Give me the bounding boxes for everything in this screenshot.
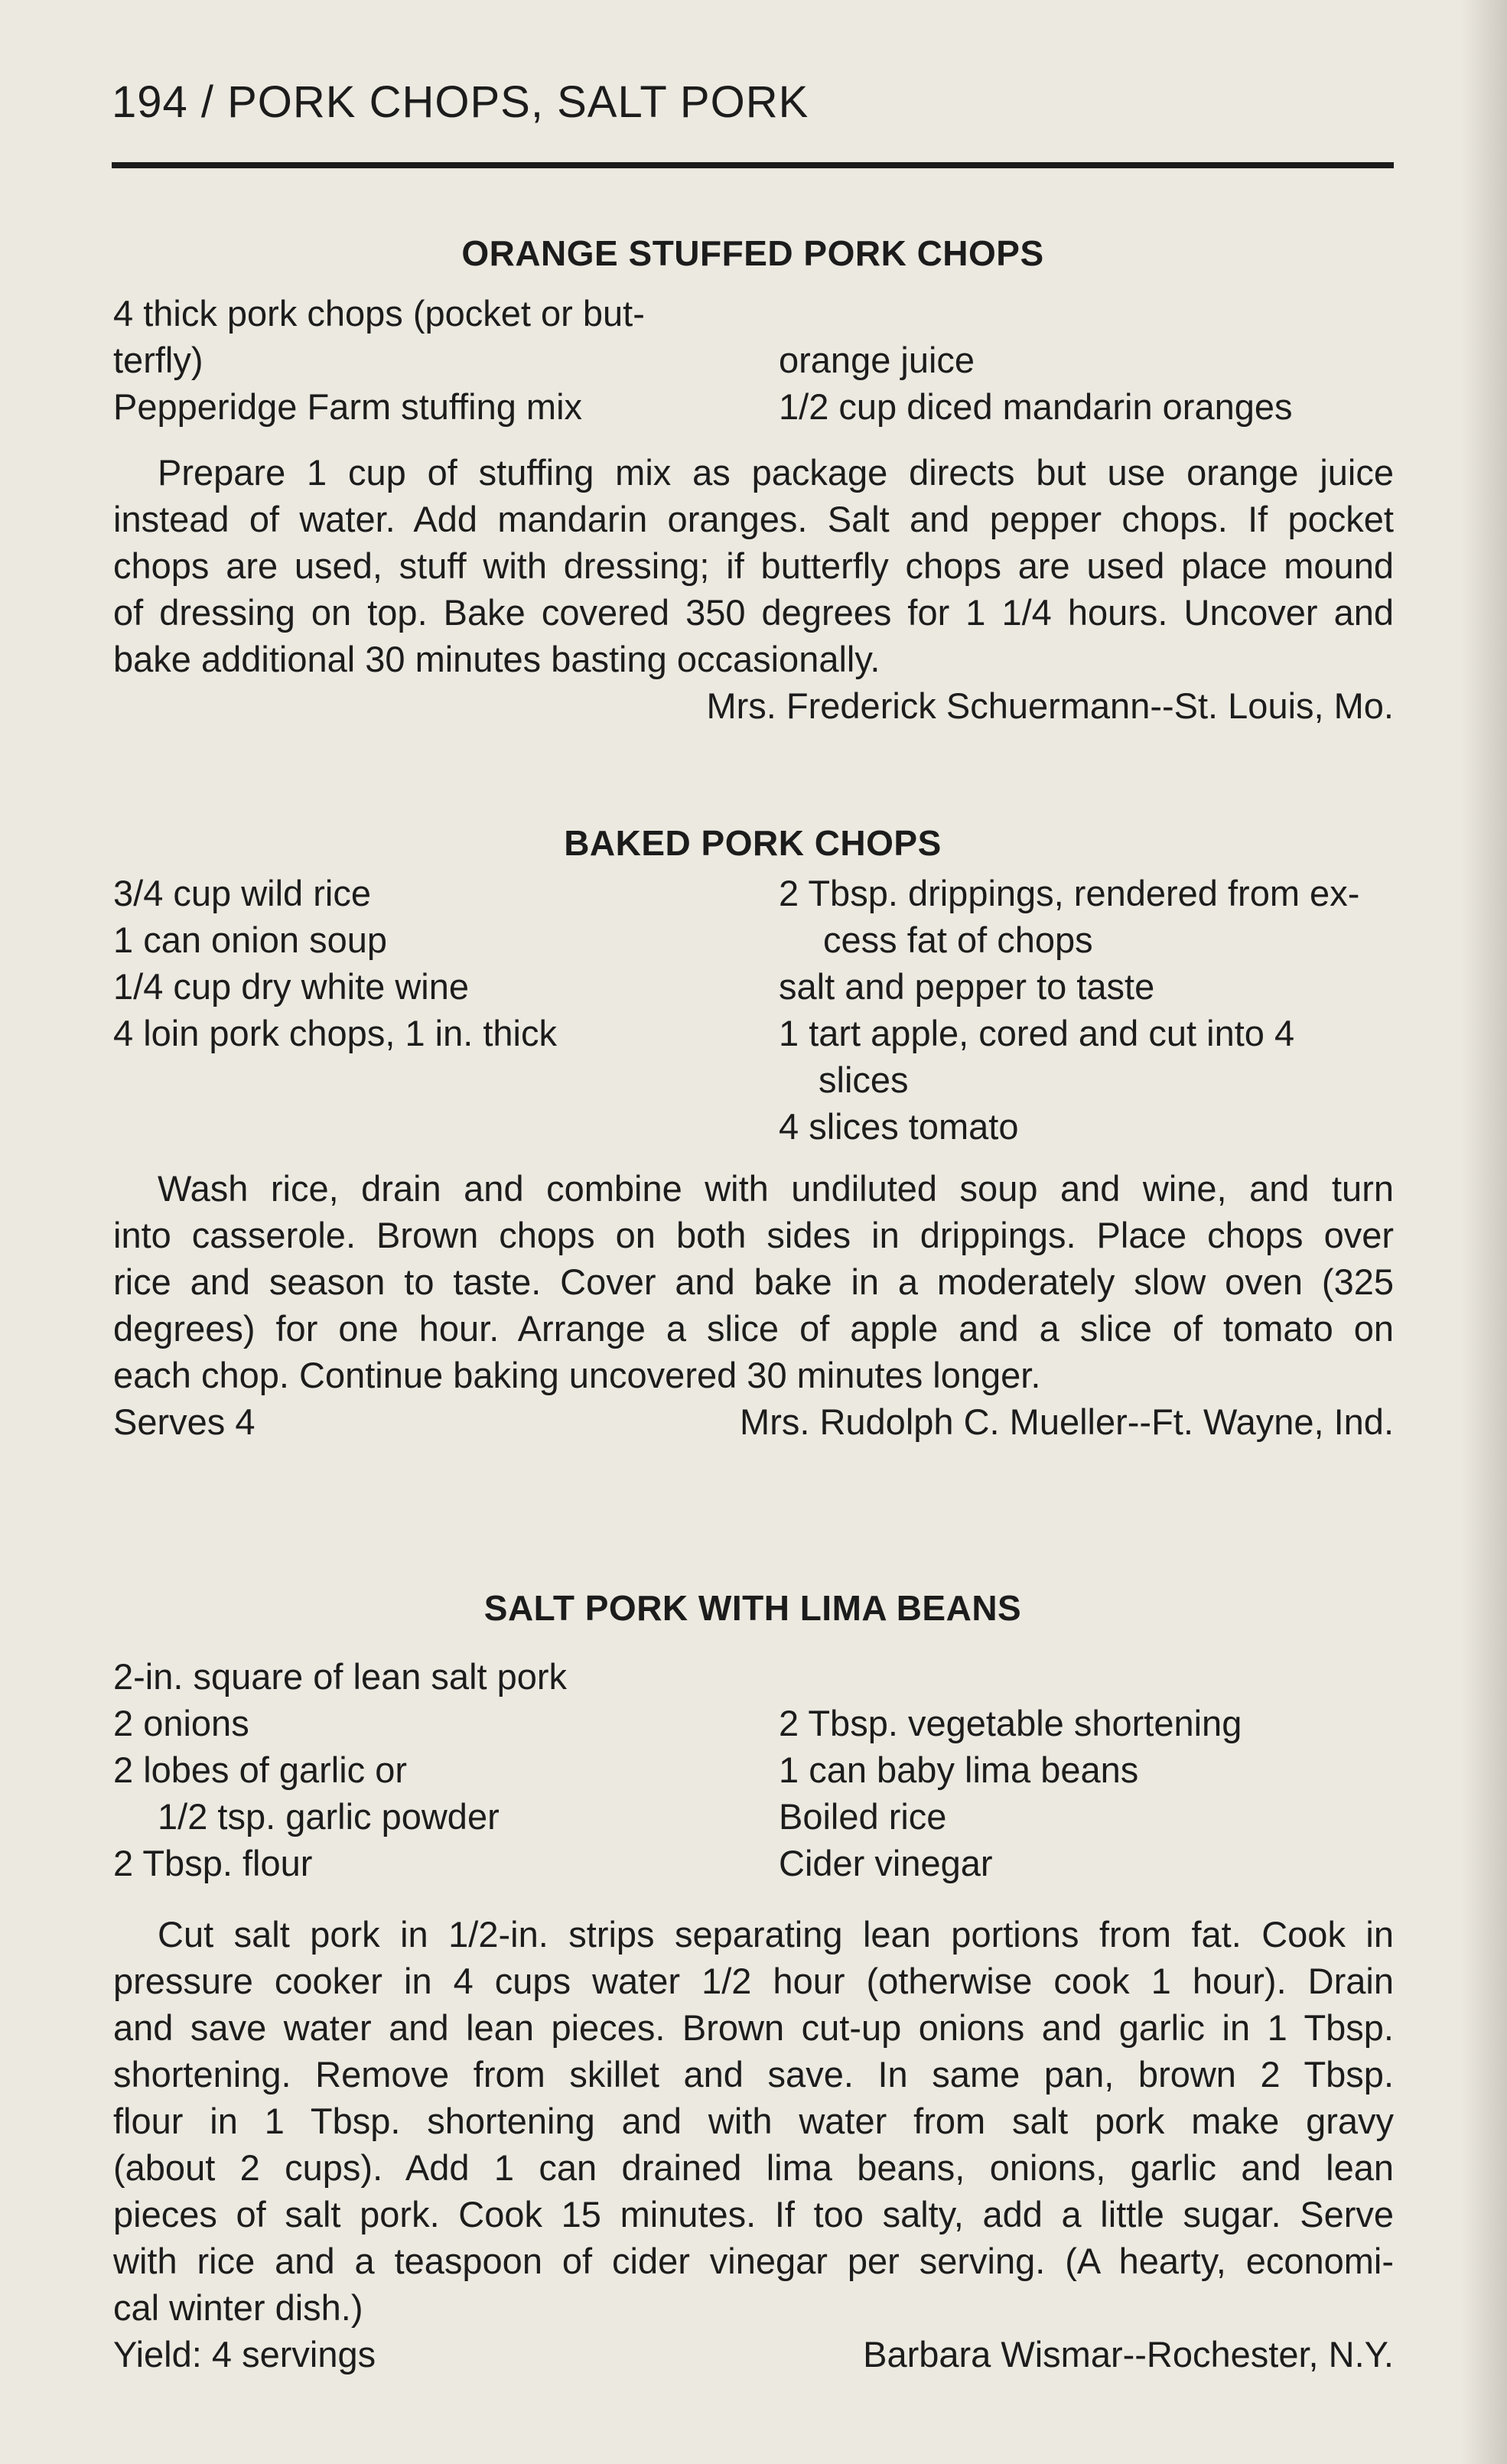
- ingredient-left: 4 loin pork chops, 1 in. thick: [113, 1013, 557, 1053]
- instruction-line: cal winter dish.): [113, 2287, 363, 2328]
- page-header: 194 / PORK CHOPS, SALT PORK: [112, 77, 809, 127]
- recipe-title-salt-pork-with-lima-beans: SALT PORK WITH LIMA BEANS: [483, 1588, 1022, 1628]
- recipe-credit: Barbara Wismar--Rochester, N.Y.: [863, 2334, 1394, 2374]
- ingredient-left: Pepperidge Farm stuffing mix: [113, 386, 583, 427]
- ingredient-right: 1 tart apple, cored and cut into 4: [779, 1013, 1295, 1053]
- recipe-title-baked-pork-chops: BAKED PORK CHOPS: [564, 823, 942, 863]
- ingredient-left: 3/4 cup wild rice: [113, 873, 371, 913]
- page-edge-shadow: [1461, 0, 1507, 2464]
- ingredient-right: salt and pepper to taste: [779, 966, 1155, 1007]
- instructions-baked-pork-chops: [113, 1165, 1394, 1398]
- instruction-line: instead of water. Add mandarin oranges. Salt and pepper chops. If pocket: [113, 499, 1394, 539]
- instruction-line: Prepare 1 cup of stuffing mix as package directs but use orange juice: [158, 452, 1394, 493]
- ingredient-left: 1/4 cup dry white wine: [113, 966, 470, 1007]
- instruction-line: shortening. Remove from skillet and save. In same pan, brown 2 Tbsp.: [113, 2054, 1394, 2095]
- ingredient-right: 4 slices tomato: [779, 1106, 1019, 1147]
- instruction-line: flour in 1 Tbsp. shortening and with water from salt pork make gravy: [113, 2101, 1394, 2141]
- ingredient-right: Boiled rice: [779, 1796, 947, 1837]
- ingredient-right: orange juice: [779, 340, 975, 380]
- recipe-credit: Mrs. Rudolph C. Mueller--Ft. Wayne, Ind.: [740, 1401, 1394, 1442]
- instructions-salt-pork-with-lima-beans: [113, 1911, 1394, 2331]
- recipe-yield: Yield: 4 servings: [113, 2334, 376, 2374]
- ingredient-left: terfly): [113, 340, 203, 380]
- ingredient-left: 1/2 tsp. garlic powder: [158, 1796, 500, 1837]
- instruction-line: with rice and a teaspoon of cider vinegar per serving. (A hearty, economi-: [113, 2241, 1394, 2281]
- ingredient-right: cess fat of chops: [823, 920, 1093, 960]
- ingredient-left: 2 Tbsp. flour: [113, 1843, 313, 1883]
- instruction-line: Cut salt pork in 1/2-in. strips separating lean portions from fat. Cook in: [158, 1914, 1394, 1955]
- ingredient-left: 2-in. square of lean salt pork: [113, 1656, 568, 1697]
- instruction-line: (about 2 cups). Add 1 can drained lima beans, onions, garlic and lean: [113, 2147, 1394, 2188]
- recipe-credit: Mrs. Frederick Schuermann--St. Louis, Mo.: [706, 685, 1394, 726]
- instruction-line: chops are used, stuff with dressing; if butterfly chops are used place mound: [113, 545, 1394, 586]
- recipe-title-orange-stuffed-pork-chops: ORANGE STUFFED PORK CHOPS: [461, 233, 1044, 273]
- ingredient-left: 2 lobes of garlic or: [113, 1750, 408, 1790]
- header-rule: [112, 162, 1394, 168]
- instruction-line: pieces of salt pork. Cook 15 minutes. If too salty, add a little sugar. Serve: [113, 2194, 1394, 2235]
- ingredient-left: 1 can onion soup: [113, 920, 388, 960]
- ingredient-left: 2 onions: [113, 1703, 249, 1743]
- instruction-line: of dressing on top. Bake covered 350 degrees for 1 1/4 hours. Uncover and: [113, 592, 1394, 633]
- instruction-line: Wash rice, drain and combine with undiluted soup and wine, and turn: [158, 1168, 1394, 1209]
- instruction-line: pressure cooker in 4 cups water 1/2 hour (otherwise cook 1 hour). Drain: [113, 1961, 1394, 2001]
- instruction-line: bake additional 30 minutes basting occasionally.: [113, 639, 880, 679]
- ingredient-right: 2 Tbsp. drippings, rendered from ex-: [779, 873, 1360, 913]
- instructions-orange-stuffed-pork-chops: [113, 449, 1394, 682]
- instruction-line: degrees) for one hour. Arrange a slice of apple and a slice of tomato on: [113, 1308, 1394, 1349]
- ingredient-right: 1/2 cup diced mandarin oranges: [779, 386, 1293, 427]
- ingredient-right: slices: [819, 1059, 909, 1100]
- instruction-line: each chop. Continue baking uncovered 30 minutes longer.: [113, 1355, 1041, 1395]
- ingredient-right: 1 can baby lima beans: [779, 1750, 1139, 1790]
- ingredient-right: 2 Tbsp. vegetable shortening: [779, 1703, 1242, 1743]
- instruction-line: and save water and lean pieces. Brown cut-up onions and garlic in 1 Tbsp.: [113, 2007, 1394, 2048]
- recipe-serves: Serves 4: [113, 1401, 256, 1442]
- ingredient-right: Cider vinegar: [779, 1843, 993, 1883]
- instruction-line: rice and season to taste. Cover and bake in a moderately slow oven (325: [113, 1261, 1394, 1302]
- instruction-line: into casserole. Brown chops on both sides in drippings. Place chops over: [113, 1215, 1394, 1255]
- ingredient-left: 4 thick pork chops (pocket or but-: [113, 293, 645, 334]
